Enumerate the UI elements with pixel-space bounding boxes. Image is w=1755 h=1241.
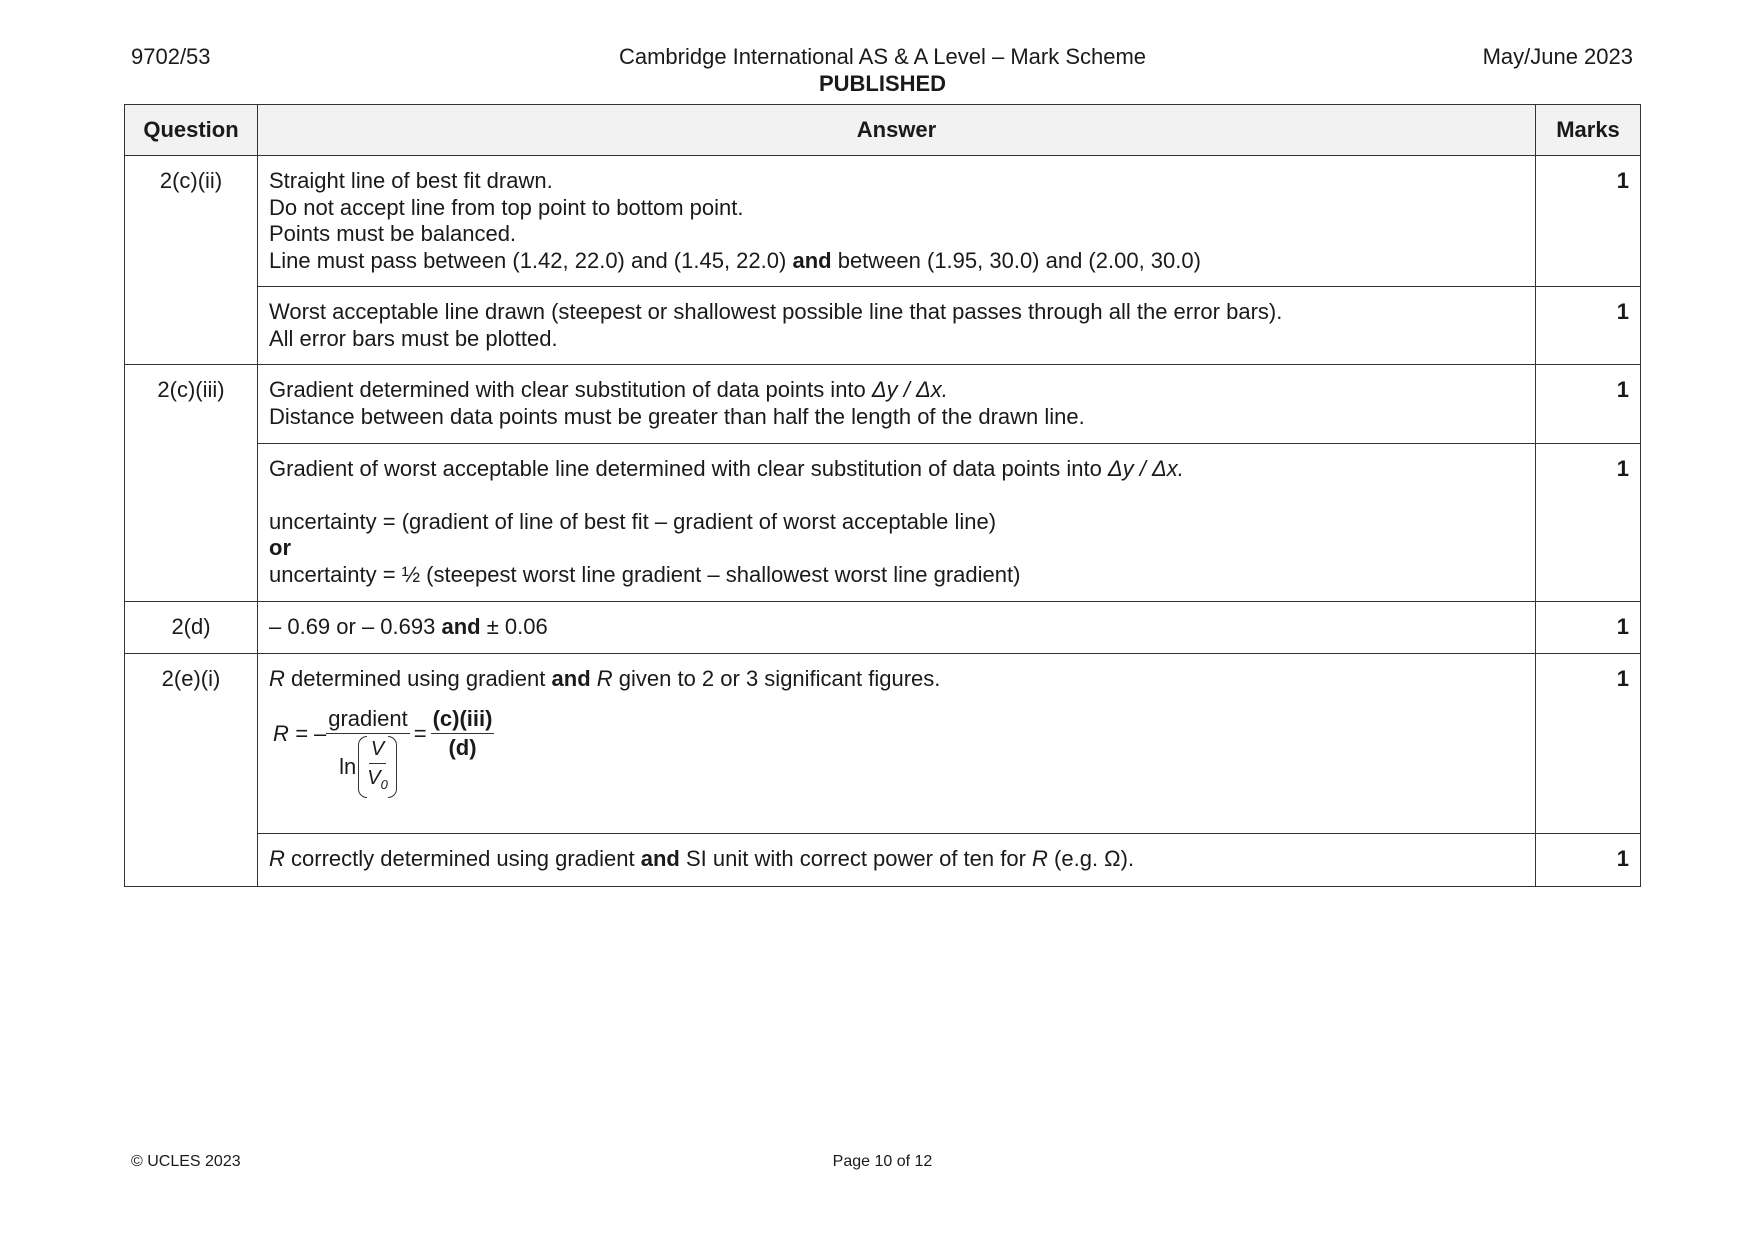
marks-value: 1 [1536,444,1641,602]
answer-text-part: given to 2 or 3 significant figures. [612,666,941,691]
spacer [269,483,1524,509]
answer-text-part: – 0.69 or – 0.693 [269,614,436,639]
answer-text [269,846,1524,873]
marks-value: 1 [1536,654,1641,834]
answer-text-part: Gradient of worst acceptable line determined with clear substitution of data points into [269,456,1108,481]
column-header-question: Question [125,105,258,156]
variable-r: R [1032,846,1048,871]
column-header-marks: Marks [1536,105,1641,156]
answer-text [269,666,1524,693]
answer-text [269,614,1524,641]
answer-text: Points must be balanced. [269,221,517,246]
answer-text: Straight line of best fit drawn. [269,168,553,193]
exam-code: 9702/53 [131,44,211,69]
v-symbol: V [367,766,381,789]
voltage-ratio [367,737,388,797]
answer-text-part: Line must pass between (1.42, 22.0) and (1.45, 22.0) [269,247,787,273]
question-number: 2(c)(ii) [125,156,258,365]
variable-r: R [596,666,613,691]
ln-expression [339,736,397,798]
answer-cell [258,602,1536,654]
column-header-answer: Answer [258,105,1536,156]
copyright-notice: © UCLES 2023 [131,1153,241,1170]
question-number: 2(c)(iii) [125,365,258,602]
answer-cell [258,834,1536,887]
marks-value: 1 [1536,602,1641,654]
answer-keyword: and [551,666,591,691]
answer-text [269,456,1524,483]
answer-cell [258,287,1536,365]
subscript-zero: 0 [380,776,388,792]
table-row [125,156,1641,287]
gradient-fraction [326,707,410,798]
delta-expression: Δy / Δx. [1107,456,1184,481]
formula-lhs: R = – [273,720,327,746]
answer-text-part: correctly determined using gradient [284,846,641,871]
question-number: 2(d) [125,602,258,654]
left-parenthesis [358,736,367,798]
mark-scheme-table [124,104,1641,887]
marks-value: 1 [1536,834,1641,887]
marks-value: 1 [1536,287,1641,365]
answer-text-part: determined using gradient [284,666,552,691]
reference-fraction [431,707,495,760]
table-row [125,365,1641,444]
answer-cell [258,654,1536,834]
answer-text: Distance between data points must be greater than half the length of the drawn line. [269,403,1085,429]
answer-text [269,248,1524,275]
answer-text: Worst acceptable line drawn (steepest or shallowest possible line that passes through all the error bars). [269,299,1283,324]
delta-expression: Δy / Δx. [871,377,948,402]
table-row [125,444,1641,602]
fraction-numerator: gradient [326,707,410,734]
table-row [125,287,1641,365]
question-number: 2(e)(i) [125,654,258,887]
table-row [125,602,1641,654]
answer-text: uncertainty = ½ (steepest worst line gradient – shallowest worst line gradient) [269,561,1021,587]
answer-cell [258,365,1536,444]
marks-value: 1 [1536,365,1641,444]
publication-status: PUBLISHED [818,71,947,96]
answer-keyword: and [792,247,832,273]
fraction-denominator [339,734,397,798]
variable-r: R [269,666,285,691]
ln-label: ln [339,753,357,779]
table-header-row [125,105,1641,156]
ratio-denominator [367,764,388,797]
answer-text: Do not accept line from top point to bottom point. [269,194,744,220]
answer-text-part: (e.g. Ω). [1047,846,1135,871]
table-row [125,834,1641,887]
answer-keyword: and [640,846,680,871]
page-number: Page 10 of 12 [832,1153,933,1170]
answer-text-part: between (1.95, 30.0) and (2.00, 30.0) [837,247,1201,273]
right-parenthesis [388,736,397,798]
ratio-numerator: V [369,737,386,764]
fraction-denominator: (d) [448,734,477,760]
answer-text: All error bars must be plotted. [269,325,558,351]
answer-text-part: SI unit with correct power of ten for [679,846,1033,871]
answer-text-part: Gradient determined with clear substitution of data points into [269,377,872,402]
exam-session: May/June 2023 [1482,44,1633,69]
answer-cell [258,444,1536,602]
answer-keyword: and [441,614,481,639]
answer-cell [258,156,1536,287]
fraction-numerator: (c)(iii) [431,707,495,734]
resistance-formula [273,707,1524,798]
answer-text: uncertainty = (gradient of line of best fit – gradient of worst acceptable line) [269,508,997,534]
marks-value: 1 [1536,156,1641,287]
table-row [125,654,1641,834]
document-title: Cambridge International AS & A Level – Mark Scheme [618,44,1147,69]
answer-keyword: or [269,535,291,560]
equals-sign: = [413,720,427,746]
variable-r: R [269,846,285,871]
answer-text-part: ± 0.06 [486,614,548,639]
answer-text [269,377,1524,404]
